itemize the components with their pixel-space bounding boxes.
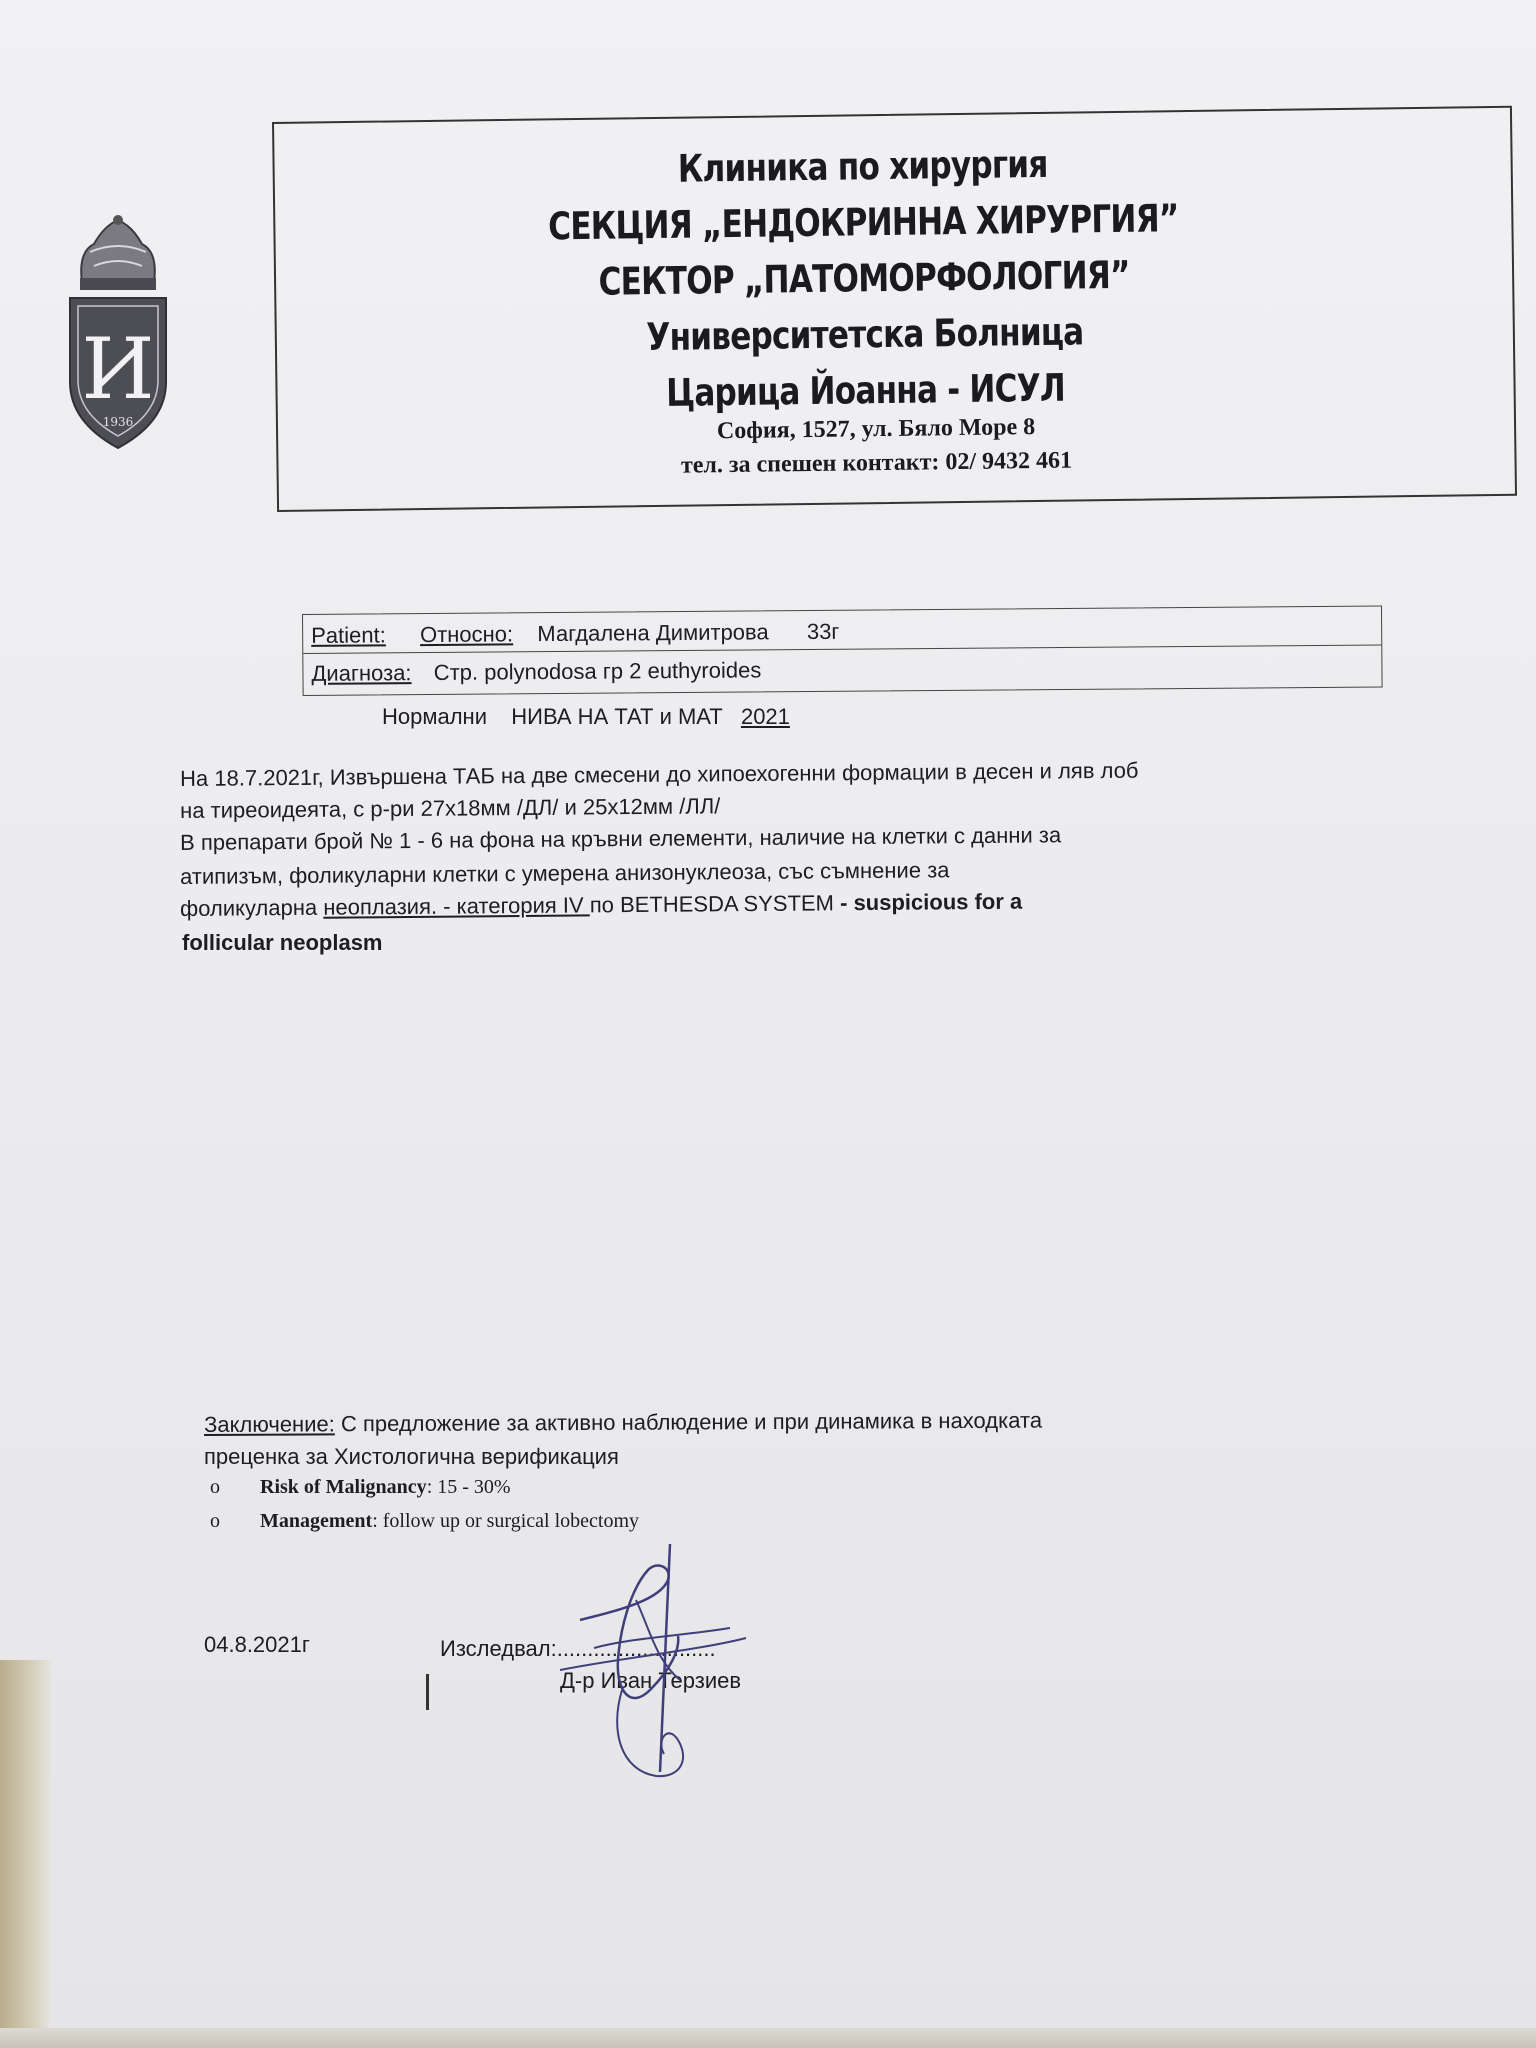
levels-year: 2021 <box>740 704 790 729</box>
svg-text:1936: 1936 <box>102 415 134 429</box>
risk-value: : 15 - 30% <box>426 1476 511 1498</box>
report-date: 04.8.2021г <box>204 1632 310 1657</box>
hospital-crest-logo <box>64 212 172 452</box>
diagnosis-label: Диагноза: <box>311 660 412 686</box>
diagnosis-row <box>311 657 761 687</box>
clinic-name: Клиника по хирургия <box>677 141 1048 191</box>
hospital-address: София, 1527, ул. Бяло Море 8 <box>716 414 1036 445</box>
patient-age: 33г <box>806 618 840 645</box>
body-line-1: На 18.7.2021г, Извършена ТАБ на две смесени до хипоехогенни формации в десен и ляв лоб <box>180 757 1139 791</box>
signature-dots: .......................... <box>556 1636 716 1661</box>
examined-label: Изследвал: <box>440 1636 557 1661</box>
conclusion-line-2: преценка за Хистологична верификация <box>204 1444 619 1469</box>
doctor-name: Д-р Иван Терзиев <box>560 1668 742 1693</box>
levels-text: НИВА НА ТАТ и МАТ <box>511 704 723 729</box>
hospital-header <box>272 106 1517 512</box>
body-line-3: В препарати брой № 1 - 6 на фона на кръвни елементи, наличие на клетки с данни за <box>180 822 1062 855</box>
background-edge-bottom <box>0 2028 1536 2048</box>
hormone-levels <box>382 704 790 730</box>
body-line-4: атипизъм, фоликуларни клетки с умерена анизонуклеоза, със съмнение за <box>180 857 950 889</box>
section-name: СЕКЦИЯ „ЕНДОКРИННА ХИРУРГИЯ” <box>547 196 1179 249</box>
patient-label-en: Patient: <box>311 622 386 648</box>
svg-text:И: И <box>81 320 155 418</box>
hospital-name: Университетска Болница <box>646 309 1084 360</box>
body-line-6: follicular neoplasm <box>182 930 383 955</box>
bullet-icon-2: o <box>210 1510 220 1532</box>
hospital-phone: тел. за спешен контакт: 02/ 9432 461 <box>680 447 1073 479</box>
risk-item <box>210 1476 511 1499</box>
bullet-icon: o <box>210 1476 220 1498</box>
sector-name: СЕКТОР „ПАТОМОРФОЛОГИЯ” <box>598 252 1130 304</box>
patient-label-bg: Относно: <box>419 621 514 648</box>
hospital-name-2: Царица Йоанна - ИСУЛ <box>665 365 1066 415</box>
risk-label: Risk of Malignancy <box>260 1476 427 1498</box>
body-category: неоплазия. - категория IV <box>323 892 590 920</box>
patient-row <box>311 619 839 649</box>
levels-prefix: Нормални <box>382 704 487 729</box>
patient-name: Магдалена Димитрова <box>537 619 769 647</box>
handwritten-signature <box>560 1540 780 1780</box>
diagnosis-value: Стр. polynodosa гр 2 euthyroides <box>433 657 762 685</box>
body-bethesda: по BETHESDA SYSTEM <box>589 890 841 918</box>
management-item <box>210 1510 639 1533</box>
body-suspicious: - suspicious for a <box>839 888 1023 916</box>
conclusion-text: С предложение за активно наблюдение и при динамика в находката <box>334 1407 1043 1437</box>
conclusion-line-1 <box>204 1408 1042 1438</box>
management-label: Management <box>260 1510 373 1532</box>
patient-info-box <box>302 606 1383 696</box>
background-edge <box>0 1660 52 2048</box>
conclusion-label: Заключение: <box>204 1411 335 1437</box>
pen-mark <box>426 1674 429 1710</box>
body-line-2: на тиреоидеята, с р-ри 27х18мм /ДЛ/ и 25х12мм /ЛЛ/ <box>180 793 721 823</box>
management-value: : follow up or surgical lobectomy <box>372 1510 640 1532</box>
body-text-a: фоликуларна <box>180 894 318 921</box>
